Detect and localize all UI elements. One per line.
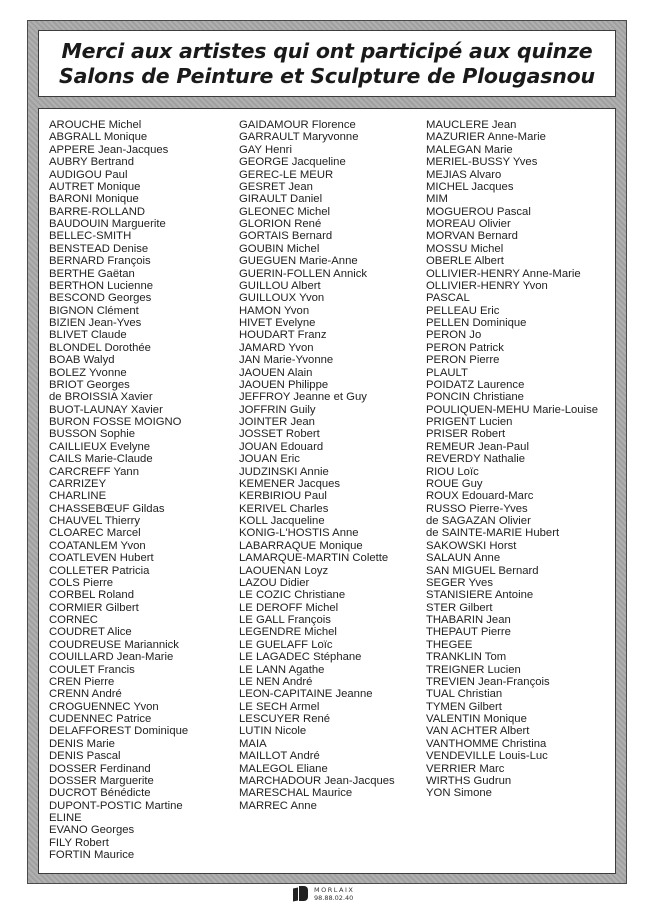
artist-name: PERON Pierre [426,354,500,367]
artist-name: MERIEL-BUSSY Yves [426,156,538,169]
artist-name: BURON FOSSE MOIGNO [49,416,182,428]
artist-column-2 [239,119,395,812]
page-frame [27,20,627,884]
artist-name: BERTHON Lucienne [49,279,154,292]
title-line-1: Merci aux artistes qui ont participé aux quinze [61,38,593,63]
artist-name: POULIQUEN-MEHU Marie-Louise [426,403,599,416]
artist-name: PRIGENT Lucien [426,416,513,428]
artist-name: CORBEL Roland [49,589,134,602]
artist-name: JAOUEN Alain [239,366,313,379]
artist-name: CHARLINE [49,490,107,503]
artist-name: MAUCLERE Jean [426,119,517,131]
artist-name: JUDZINSKI Annie [239,465,329,478]
artist-name: COATLEVEN Hubert [49,552,154,565]
artist-name: MICHEL Jacques [426,180,514,193]
artist-name: CORMIER Gilbert [49,601,139,614]
artist-name: GEREC-LE MEUR [239,168,334,181]
artist-name: CAILS Marie-Claude [49,453,153,466]
artist-name: FILY Robert [49,836,109,849]
artist-name: SEGER Yves [426,576,493,589]
artist-name: MAIA [239,737,267,750]
artist-name: JAMARD Yvon [239,341,314,354]
artist-name: CARRIZEY [49,477,107,490]
artist-name: LEGENDRE Michel [239,626,337,639]
artist-name: GAIDAMOUR Florence [239,119,356,131]
artist-name: BARONI Monique [49,193,139,206]
artist-name: GEORGE Jacqueline [239,156,346,169]
artist-name: TRANKLIN Tom [426,651,507,664]
artist-name: GOUBIN Michel [239,242,320,255]
artist-name: ABGRALL Monique [49,131,148,144]
artist-name: MIM [426,193,448,206]
artist-name: COUILLARD Jean-Marie [49,651,174,664]
artist-name: PELLEN Dominique [426,317,527,329]
artist-name: VANTHOMME Christina [426,737,547,750]
artist-column-3 [426,119,598,800]
artist-name: BERTHE Gaëtan [49,267,135,280]
artist-name: CROGUENNEC Yvon [49,700,159,713]
artist-name: KERIVEL Charles [239,502,329,515]
artist-name: DENIS Marie [49,737,115,750]
artist-name: GUILLOU Albert [239,279,321,292]
artist-name: MARREC Anne [239,799,317,812]
artist-name: DUPONT-POSTIC Martine [49,799,183,812]
artist-name: LUTIN Nicole [239,725,307,738]
artist-name: CAILLIEUX Evelyne [49,440,151,453]
artist-name: BIGNON Clément [49,304,139,317]
artist-name: GORTAIS Bernard [239,230,333,243]
artist-name: REMEUR Jean-Paul [426,440,529,453]
artist-name: THEPAUT Pierre [426,626,511,639]
artist-name: LABARRAQUE Monique [239,539,363,552]
artist-name: MOGUEROU Pascal [426,205,531,218]
artist-name: DENIS Pascal [49,750,121,763]
artist-name: REVERDY Nathalie [426,453,525,466]
artist-name: VENDEVILLE Louis-Luc [426,750,548,763]
artist-name: CHASSEBŒUF Gildas [49,502,165,515]
artist-name: STER Gilbert [426,601,493,614]
artist-name: JAOUEN Philippe [239,378,329,391]
artist-name: LAOUENAN Loyz [239,564,329,577]
artist-name: RUSSO Pierre-Yves [426,502,528,515]
artist-name: BIZIEN Jean-Yves [49,317,142,329]
printer-phone: 98.88.02.40 [314,894,354,902]
artist-name: COLS Pierre [49,576,114,589]
artist-name: JOUAN Eric [239,453,300,466]
artist-name: AROUCHE Michel [49,119,142,131]
artist-name: VAN ACHTER Albert [426,725,530,738]
title-box [38,30,616,97]
artist-name: LAMARQUE-MARTIN Colette [239,552,389,565]
artist-name: GLORION René [239,218,322,230]
artist-name: POIDATZ Laurence [426,378,525,391]
artist-name: MEJIAS Alvaro [426,168,502,181]
artist-name: LEON-CAPITAINE Jeanne [239,688,373,701]
artist-name: MARCHADOUR Jean-Jacques [239,774,395,787]
artist-name: YON Simone [426,787,492,800]
artist-name: JOSSET Robert [239,428,320,441]
artist-name: EVANO Georges [49,824,135,837]
artist-name: KEMENER Jacques [239,477,341,490]
artist-name: RIOU Loïc [426,465,479,478]
artist-name: MORVAN Bernard [426,230,518,243]
artist-name: LE GALL François [239,614,331,626]
artist-name: LE GUELAFF Loïc [239,638,333,651]
artist-name: JEFFROY Jeanne et Guy [239,391,367,404]
artist-name: SAKOWSKI Horst [426,539,517,552]
artist-name: BLONDEL Dorothée [49,341,151,354]
artist-name: VALENTIN Monique [426,713,527,725]
artist-name: DOSSER Marguerite [49,774,154,787]
artist-name: BENSTEAD Denise [49,242,149,255]
artist-name: GUILLOUX Yvon [239,292,325,305]
artist-name: KERBIRIOU Paul [239,490,327,503]
artist-name: WIRTHS Gudrun [426,774,512,787]
artist-name: LE NEN André [239,675,313,688]
artist-name: GAY Henri [239,143,292,156]
artist-name: PERON Patrick [426,341,504,354]
artist-name: DUCROT Bénédicte [49,787,151,800]
printer-logo [293,886,354,902]
artist-name: BARRE-ROLLAND [49,205,146,218]
artist-name: HOUDART Franz [239,329,327,342]
printer-info [314,886,354,902]
artist-name: GESRET Jean [239,180,313,193]
artist-name: MAILLOT André [239,750,320,763]
artist-name: PLAULT [426,366,468,379]
artist-name: HIVET Evelyne [239,317,316,329]
artist-name: ELINE [49,812,82,824]
artist-name: ROUE Guy [426,477,483,490]
artist-name: THEGEE [426,638,473,651]
artist-name: PASCAL [426,292,470,305]
artist-name: TYMEN Gilbert [426,700,502,713]
artist-name: LE COZIC Christiane [239,589,346,602]
artist-name: BLIVET Claude [49,329,127,342]
artist-name: COATANLEM Yvon [49,539,146,552]
artist-name: PERON Jo [426,329,482,342]
artist-name: LESCUYER René [239,713,331,725]
artist-name: OLLIVIER-HENRY Anne-Marie [426,267,581,280]
artist-name: AUBRY Bertrand [49,156,134,169]
artist-name: BRIOT Georges [49,378,130,391]
artist-name: BOLEZ Yvonne [49,366,127,379]
artist-name: JOINTER Jean [239,416,315,428]
artist-name: LE DEROFF Michel [239,601,339,614]
artist-name: AUTRET Monique [49,180,141,193]
artist-name: COULET Francis [49,663,135,676]
artist-name: CHAUVEL Thierry [49,515,141,527]
artist-list-box [38,108,616,874]
artist-name: STANISIERE Antoine [426,589,534,602]
artist-name: TREIGNER Lucien [426,663,521,676]
artist-name: DOSSER Ferdinand [49,762,151,775]
artist-name: TREVIEN Jean-François [426,675,550,688]
artist-name: KONIG-L'HOSTIS Anne [239,527,359,540]
artist-name: MAZURIER Anne-Marie [426,131,546,144]
artist-name: HAMON Yvon [239,304,310,317]
artist-name: GUEGUEN Marie-Anne [239,255,358,268]
artist-name: PRISER Robert [426,428,506,441]
artist-name: JOFFRIN Guily [239,403,316,416]
artist-name: SAN MIGUEL Bernard [426,564,539,577]
artist-name: FORTIN Maurice [49,849,135,862]
artist-name: AUDIGOU Paul [49,168,128,181]
artist-name: CREN Pierre [49,675,115,688]
artist-name: LAZOU Didier [239,576,310,589]
artist-name: GUERIN-FOLLEN Annick [239,267,368,280]
artist-name: BELLEC-SMITH [49,230,132,243]
artist-name: de SAINTE-MARIE Hubert [426,527,560,540]
artist-name: OBERLE Albert [426,255,504,268]
artist-name: BAUDOUIN Marguerite [49,218,166,230]
artist-name: THABARIN Jean [426,614,511,626]
artist-name: APPERE Jean-Jacques [49,143,169,156]
title-line-2: Salons de Peinture et Sculpture de Plougasnou [59,63,595,88]
artist-name: GARRAULT Maryvonne [239,131,359,144]
artist-name: ROUX Edouard-Marc [426,490,534,503]
artist-name: CUDENNEC Patrice [49,713,152,725]
artist-name: CLOAREC Marcel [49,527,141,540]
artist-name: BESCOND Georges [49,292,152,305]
artist-name: BUOT-LAUNAY Xavier [49,403,163,416]
artist-column-1 [49,119,188,862]
artist-name: MOREAU Olivier [426,218,511,230]
artist-name: de SAGAZAN Olivier [426,515,531,527]
artist-name: PELLEAU Eric [426,304,500,317]
artist-name: KOLL Jacqueline [239,515,325,527]
artist-name: SALAUN Anne [426,552,501,565]
artist-name: BERNARD François [49,255,151,268]
artist-name: LE LANN Agathe [239,663,325,676]
artist-name: MOSSU Michel [426,242,504,255]
artist-name: COUDREUSE Mariannick [49,638,179,651]
artist-name: GLEONEC Michel [239,205,331,218]
artist-name: OLLIVIER-HENRY Yvon [426,279,548,292]
artist-name: DELAFFOREST Dominique [49,725,189,738]
artist-name: JAN Marie-Yvonne [239,354,334,367]
artist-name: CORNEC [49,614,98,626]
artist-name: de BROISSIA Xavier [49,391,153,404]
artist-name: LE LAGADEC Stéphane [239,651,362,664]
artist-name: MALEGOL Eliane [239,762,328,775]
artist-name: CARCREFF Yann [49,465,139,478]
artist-name: CRENN André [49,688,122,701]
artist-name: LE SECH Armel [239,700,320,713]
artist-name: GIRAULT Daniel [239,193,323,206]
artist-name: PONCIN Christiane [426,391,524,404]
artist-name: BOAB Walyd [49,354,115,367]
printer-logo-icon [293,886,309,902]
artist-name: BUSSON Sophie [49,428,136,441]
artist-name: VERRIER Marc [426,762,505,775]
artist-name: MALEGAN Marie [426,143,513,156]
artist-name: MARESCHAL Maurice [239,787,353,800]
artist-name: JOUAN Edouard [239,440,324,453]
printer-city: MORLAIX [314,886,355,894]
artist-name: TUAL Christian [426,688,503,701]
artist-name: COLLETER Patricia [49,564,150,577]
artist-name: COUDRET Alice [49,626,132,639]
